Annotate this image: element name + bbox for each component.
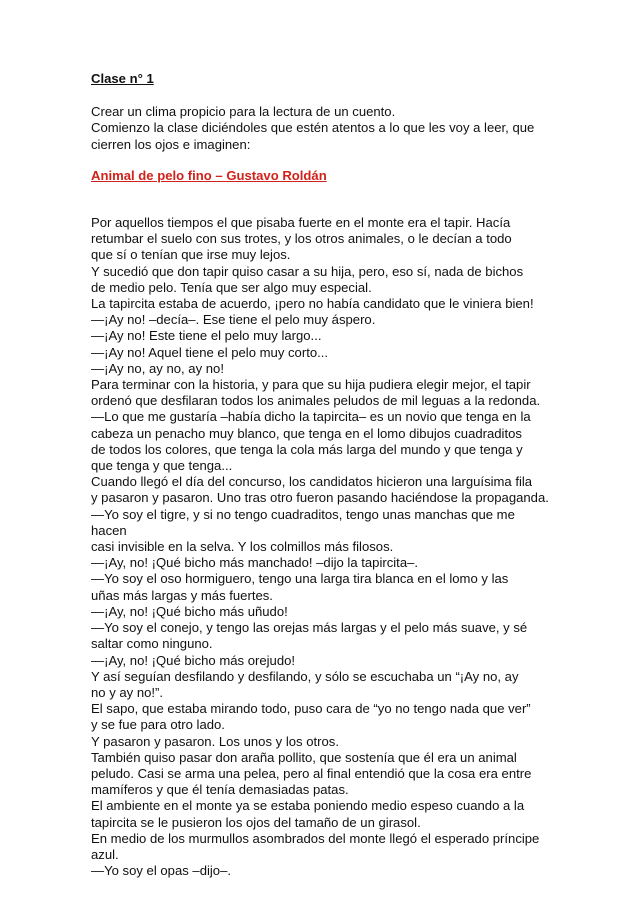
story-line: —Yo soy el conejo, y tengo las orejas más largas y el pelo más suave, y sé xyxy=(91,620,528,636)
story-line: —¡Ay no! –decía–. Ese tiene el pelo muy áspero. xyxy=(91,312,376,328)
story-line: El sapo, que estaba mirando todo, puso cara de “yo no tengo nada que ver” xyxy=(91,701,531,717)
story-line: peludo. Casi se arma una pelea, pero al final entendió que la cosa era entre xyxy=(91,765,532,781)
story-line: de medio pelo. Tenía que ser algo muy especial. xyxy=(91,279,372,295)
story-line: —¡Ay, no! ¡Qué bicho más orejudo! xyxy=(91,652,296,668)
story-line: hacen xyxy=(91,522,127,538)
story-line: ordenó que desfilaran todos los animales peludos de mil leguas a la redonda. xyxy=(91,393,541,409)
story-line: saltar como ninguno. xyxy=(91,636,213,652)
story-line: —Lo que me gustaría –había dicho la tapircita– es un novio que tenga en la xyxy=(91,409,531,425)
intro-line: Comienzo la clase diciéndoles que estén atentos a lo que les voy a leer, que xyxy=(91,120,535,136)
intro-line: cierren los ojos e imaginen: xyxy=(91,136,251,152)
story-body xyxy=(91,215,598,879)
story-line: casi invisible en la selva. Y los colmillos más filosos. xyxy=(91,539,394,555)
story-line: Y así seguían desfilando y desfilando, y sólo se escuchaba un “¡Ay no, ay xyxy=(91,668,519,684)
story-line: tapircita se le pusieron los ojos del tamaño de un girasol. xyxy=(91,814,421,830)
story-line: que tenga y que tenga... xyxy=(91,458,233,474)
story-line: La tapircita estaba de acuerdo, ¡pero no había candidato que le viniera bien! xyxy=(91,296,534,312)
story-line: mamíferos y que él tenía demasiadas patas. xyxy=(91,782,349,798)
story-line: —Yo soy el tigre, y si no tengo cuadraditos, tengo unas manchas que me xyxy=(91,506,515,522)
story-line: —¡Ay, no! ¡Qué bicho más uñudo! xyxy=(91,603,288,619)
story-line: Y pasaron y pasaron. Los unos y los otros. xyxy=(91,733,339,749)
story-line: retumbar el suelo con sus trotes, y los otros animales, o le decían a todo xyxy=(91,231,512,247)
story-line: y pasaron y pasaron. Uno tras otro fueron pasando haciéndose la propaganda. xyxy=(91,490,549,506)
story-line: —Yo soy el oso hormiguero, tengo una larga tira blanca en el lomo y las xyxy=(91,571,509,587)
intro-line: Crear un clima propicio para la lectura de un cuento. xyxy=(91,104,396,120)
story-line: —¡Ay no, ay no, ay no! xyxy=(91,360,224,376)
story-line: Para terminar con la historia, y para que su hija pudiera elegir mejor, el tapir xyxy=(91,377,531,393)
story-line: y se fue para otro lado. xyxy=(91,717,225,733)
story-title: Animal de pelo fino – Gustavo Roldán xyxy=(91,167,327,183)
story-line: El ambiente en el monte ya se estaba poniendo medio espeso cuando a la xyxy=(91,798,525,814)
story-line: cabeza un penacho muy blanco, que tenga en el lomo dibujos cuadraditos xyxy=(91,425,522,441)
story-line: de todos los colores, que tenga la cola más larga del mundo y que tenga y xyxy=(91,441,523,457)
story-line: También quiso pasar don araña pollito, que sostenía que él era un animal xyxy=(91,749,517,765)
story-line: Y sucedió que don tapir quiso casar a su hija, pero, eso sí, nada de bichos xyxy=(91,263,524,279)
story-line: —Yo soy el opas –dijo–. xyxy=(91,863,232,879)
story-line: no y ay no!”. xyxy=(91,684,164,700)
story-line: Por aquellos tiempos el que pisaba fuerte en el monte era el tapir. Hacía xyxy=(91,215,511,231)
story-line: que sí o tenían que irse muy lejos. xyxy=(91,247,291,263)
intro-paragraph xyxy=(91,104,598,153)
story-line: uñas más largas y más fuertes. xyxy=(91,587,273,603)
class-heading: Clase n° 1 xyxy=(91,71,154,86)
story-line: —¡Ay no! Este tiene el pelo muy largo... xyxy=(91,328,322,344)
story-line: azul. xyxy=(91,846,119,862)
story-line: Cuando llegó el día del concurso, los candidatos hicieron una larguísima fila xyxy=(91,474,533,490)
story-line: En medio de los murmullos asombrados del monte llegó el esperado príncipe xyxy=(91,830,540,846)
story-line: —¡Ay no! Aquel tiene el pelo muy corto... xyxy=(91,344,329,360)
story-line: —¡Ay, no! ¡Qué bicho más manchado! –dijo la tapircita–. xyxy=(91,555,419,571)
